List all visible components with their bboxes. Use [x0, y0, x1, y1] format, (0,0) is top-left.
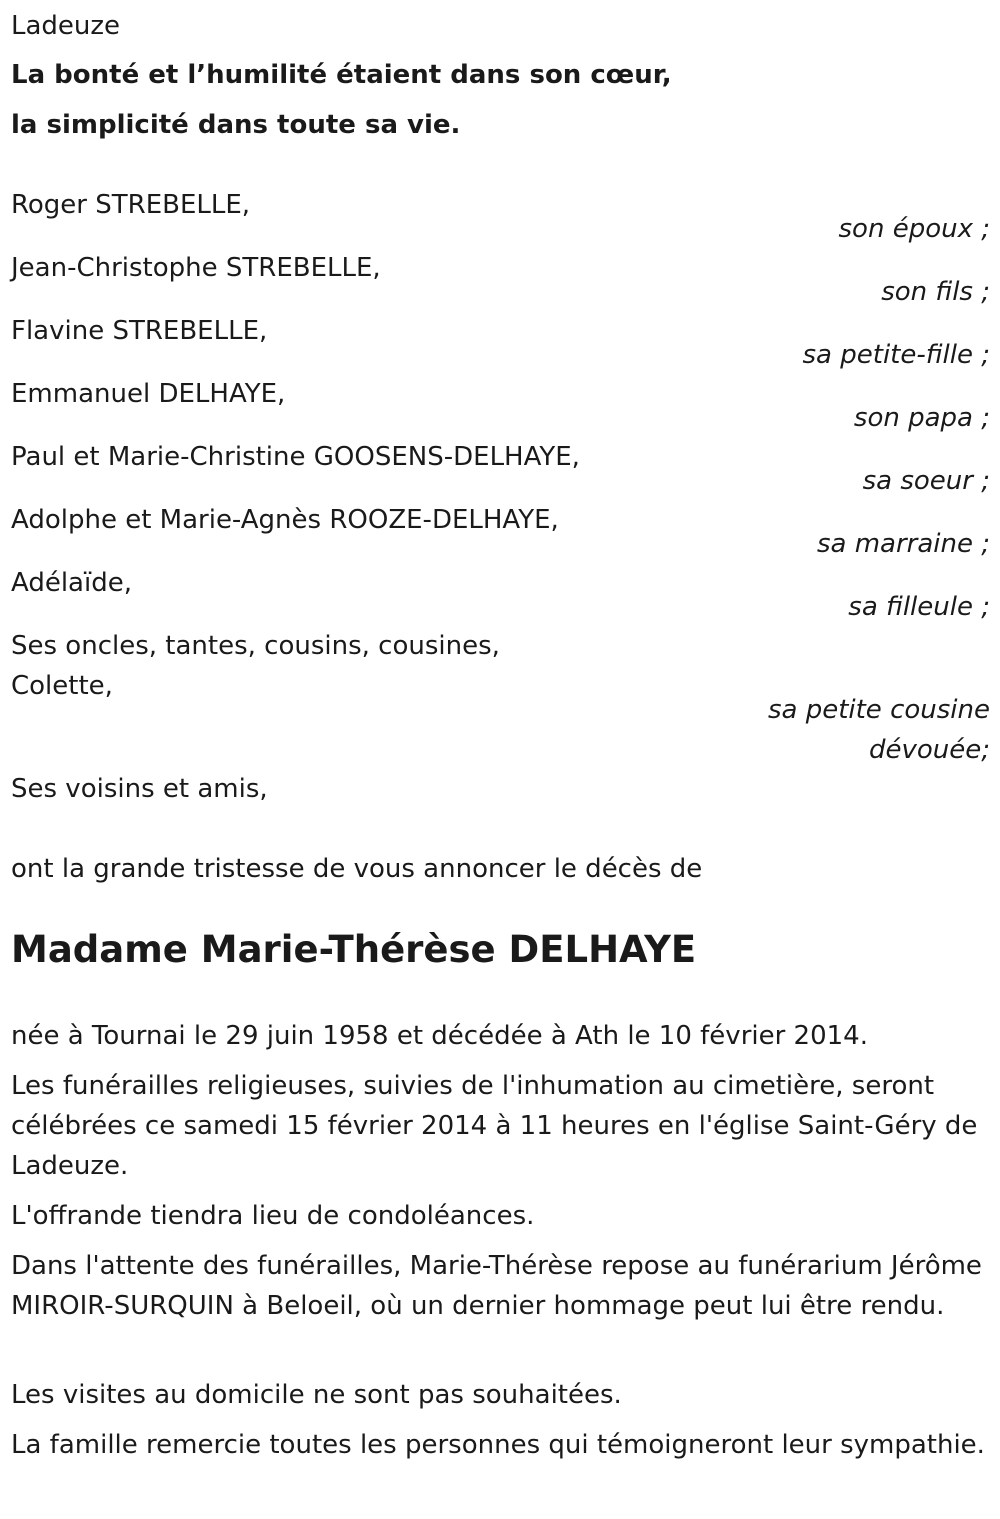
family-member-role: sa petite-fille ;	[802, 340, 990, 370]
family-member-role: son fils ;	[881, 277, 990, 307]
family-member-role: son époux ;	[838, 214, 990, 244]
family-member-name: Adolphe et Marie-Agnès ROOZE-DELHAYE,	[11, 505, 559, 535]
colette-role-line-2: dévouée;	[868, 735, 990, 765]
family-member-role: son papa ;	[853, 403, 990, 433]
announcement-line: ont la grande tristesse de vous annoncer le décès de	[11, 854, 703, 884]
relatives-line: Ses oncles, tantes, cousins, cousines,	[11, 631, 500, 661]
family-member-name: Flavine STREBELLE,	[11, 316, 268, 346]
funerarium-paragraph: Dans l'attente des funérailles, Marie-Thérèse repose au funérarium Jérôme MIROIR-SURQUIN à Beloeil, où un dernier hommage peut lui être rendu.	[11, 1251, 982, 1321]
visits-paragraph: Les visites au domicile ne sont pas souhaitées.	[11, 1380, 622, 1410]
family-member-role: sa filleule ;	[848, 592, 990, 622]
neighbours-line: Ses voisins et amis,	[11, 774, 268, 804]
colette-name: Colette,	[11, 671, 113, 701]
family-member-role: sa soeur ;	[862, 466, 990, 496]
family-member-name: Jean-Christophe STREBELLE,	[11, 253, 381, 283]
quote-line-2: la simplicité dans toute sa vie.	[11, 110, 461, 140]
quote-line-1: La bonté et l’humilité étaient dans son cœur,	[11, 60, 672, 90]
funeral-paragraph: Les funérailles religieuses, suivies de l'inhumation au cimetière, seront célébrées ce samedi 15 février 2014 à 11 heures en l'église Saint-Géry de Ladeuze.	[11, 1071, 978, 1181]
colette-role-line-1: sa petite cousine	[767, 695, 990, 725]
location-label: Ladeuze	[11, 11, 121, 41]
offering-paragraph: L'offrande tiendra lieu de condoléances.	[11, 1201, 535, 1231]
family-member-role: sa marraine ;	[816, 529, 990, 559]
thanks-paragraph: La famille remercie toutes les personnes qui témoigneront leur sympathie.	[11, 1430, 985, 1460]
deceased-name: Madame Marie-Thérèse DELHAYE	[11, 928, 697, 971]
birth-death-paragraph: née à Tournai le 29 juin 1958 et décédée à Ath le 10 février 2014.	[11, 1021, 868, 1051]
family-member-name: Adélaïde,	[11, 568, 132, 598]
family-member-name: Roger STREBELLE,	[11, 190, 251, 220]
family-member-name: Emmanuel DELHAYE,	[11, 379, 286, 409]
family-member-name: Paul et Marie-Christine GOOSENS-DELHAYE,	[11, 442, 580, 472]
